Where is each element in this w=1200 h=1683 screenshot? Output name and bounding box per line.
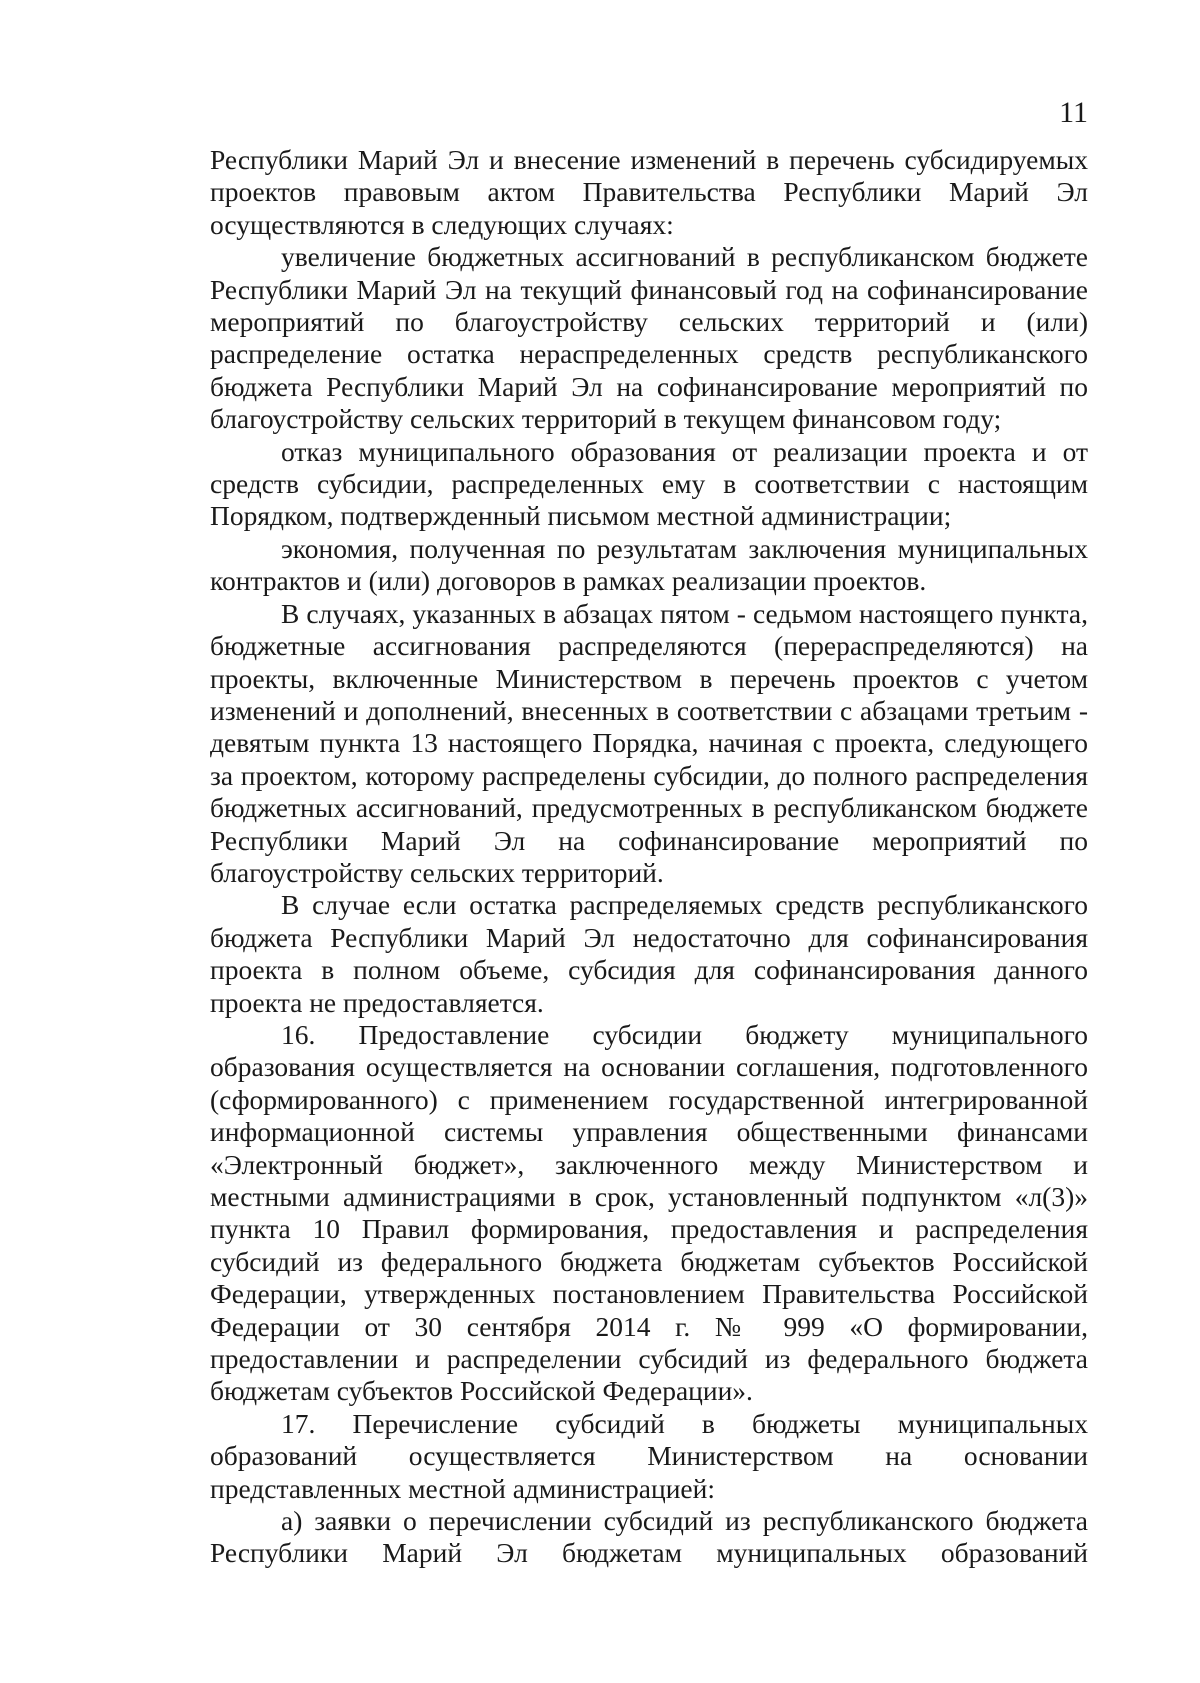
- paragraph-case-refusal: отказ муниципального образования от реализации проекта и от средств субсидии, распределенных ему в соответствии с настоящим Порядком, подтвержденный письмом местной администрации;: [210, 435, 1088, 532]
- page-number: 11: [1059, 96, 1088, 129]
- paragraph-case-increase: увеличение бюджетных ассигнований в республиканском бюджете Республики Марий Эл на текущий финансовый год на софинансирование мероприятий по благоустройству сельских территорий и (или) распределение остатка нераспределенных средств республиканского бюджета Республики Марий Эл на софинансирование мероприятий по благоустройству сельских территорий в текущем финансовом году;: [210, 241, 1088, 435]
- paragraph-insufficient-balance: В случае если остатка распределяемых средств республиканского бюджета Республики Марий Эл недостаточно для софинансирования проекта в полном объеме, субсидия для софинансирования данного проекта не предоставляется.: [210, 889, 1088, 1018]
- document-body: [210, 144, 1088, 1570]
- paragraph-case-savings: экономия, полученная по результатам заключения муниципальных контрактов и (или) договоров в рамках реализации проектов.: [210, 532, 1088, 597]
- paragraph-redistribution: В случаях, указанных в абзацах пятом - седьмом настоящего пункта, бюджетные ассигнования распределяются (перераспределяются) на проекты, включенные Министерством в перечень проектов с учетом изменений и дополнений, внесенных в соответствии с абзацами третьим - девятым пункта 13 настоящего Порядка, начиная с проекта, следующего за проектом, которому распределены субсидии, до полного распределения бюджетных ассигнований, предусмотренных в республиканском бюджете Республики Марий Эл на софинансирование мероприятий по благоустройству сельских территорий.: [210, 597, 1088, 888]
- paragraph-continuation: Республики Марий Эл и внесение изменений в перечень субсидируемых проектов правовым актом Правительства Республики Марий Эл осуществляются в следующих случаях:: [210, 144, 1088, 240]
- paragraph-clause-16: 16. Предоставление субсидии бюджету муниципального образования осуществляется на основании соглашения, подготовленного (сформированного) с применением государственной интегрированной информационной системы управления общественными финансами «Электронный бюджет», заключенного между Министерством и местными администрациями в срок, установленный подпунктом «л(3)» пункта 10 Правил формирования, предоставления и распределения субсидий из федерального бюджета бюджетам субъектов Российской Федерации, утвержденных постановлением Правительства Российской Федерации от 30 сентября 2014 г. № 999 «О формировании, предоставлении и распределении субсидий из федерального бюджета бюджетам субъектов Российской Федерации».: [210, 1018, 1088, 1407]
- paragraph-clause-17: 17. Перечисление субсидий в бюджеты муниципальных образований осуществляется Министерством на основании представленных местной администрацией:: [210, 1407, 1088, 1504]
- paragraph-clause-17-a: а) заявки о перечислении субсидий из республиканского бюджета Республики Марий Эл бюджетам муниципальных образований: [210, 1505, 1088, 1569]
